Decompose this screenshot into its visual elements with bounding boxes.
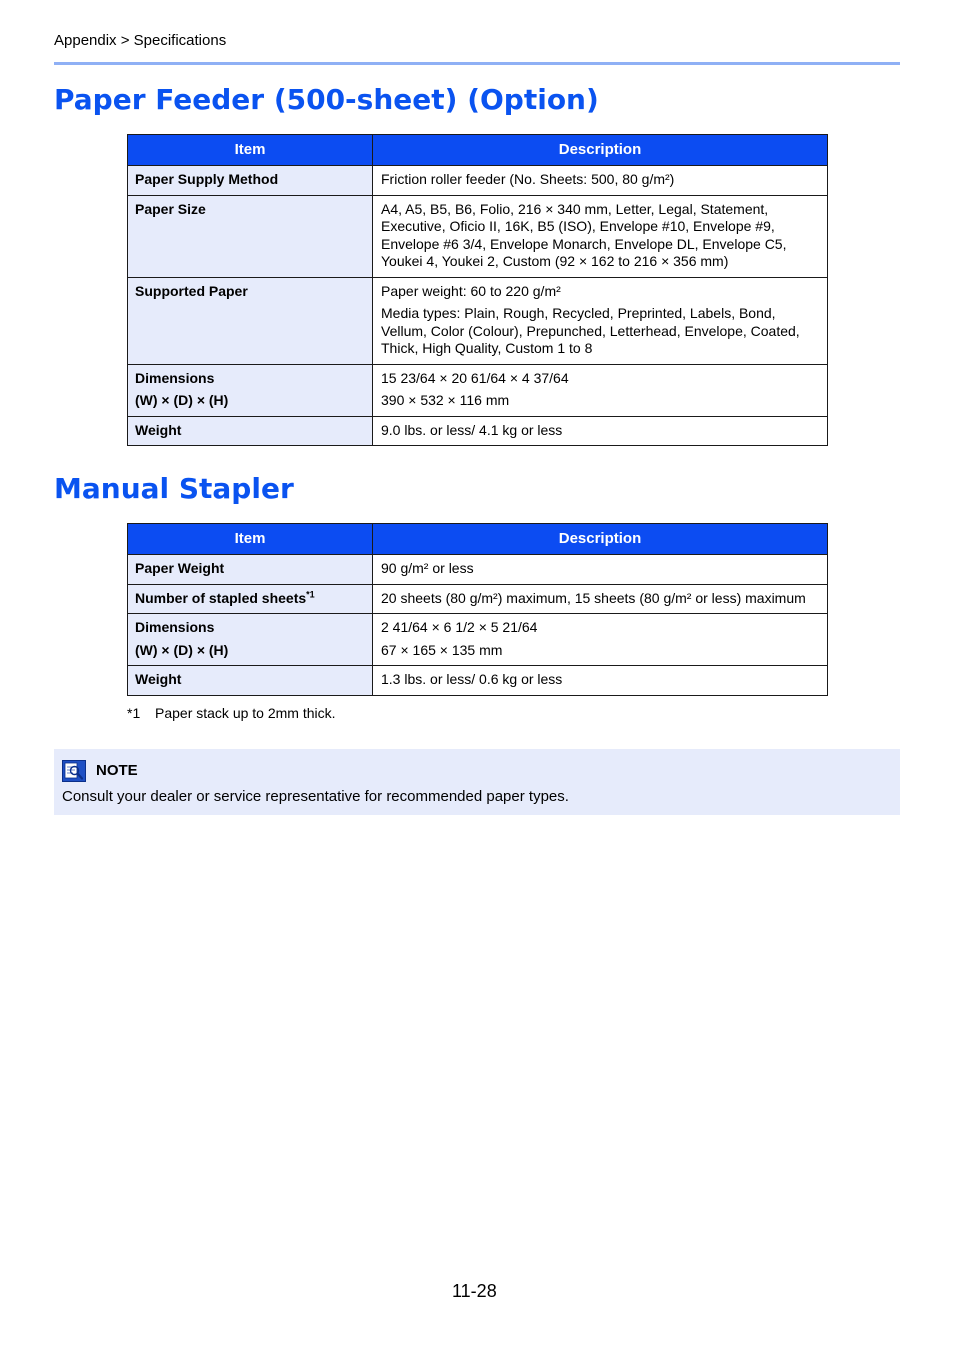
footnote — [127, 705, 336, 721]
row-item — [128, 166, 373, 196]
note-title: NOTE — [96, 762, 138, 779]
table-row — [128, 416, 828, 446]
column-header-item: Item — [128, 135, 373, 166]
table-header-row — [128, 524, 828, 555]
row-description-text: 2 41/64 × 6 1/2 × 5 21/64 — [381, 619, 538, 635]
row-description — [373, 555, 828, 585]
row-description — [373, 277, 828, 364]
row-item — [128, 416, 373, 446]
row-item-label: Dimensions — [135, 369, 215, 386]
header-divider — [54, 62, 900, 65]
table-row — [128, 277, 828, 364]
footnote-text: Paper stack up to 2mm thick. — [155, 705, 336, 721]
note-box — [54, 749, 900, 815]
row-description-text: 1.3 lbs. or less/ 0.6 kg or less — [381, 671, 563, 687]
manual-stapler-spec-table — [127, 523, 828, 696]
row-item — [128, 555, 373, 585]
row-description — [373, 614, 828, 666]
footnote-mark: *1 — [127, 705, 141, 721]
row-item-label: Weight — [135, 671, 182, 687]
row-description — [373, 166, 828, 196]
row-item-label: Paper Weight — [135, 560, 225, 576]
row-description — [373, 195, 828, 277]
row-item — [128, 666, 373, 696]
row-item-label: Paper Supply Method — [135, 171, 279, 187]
row-description-text: Media types: Plain, Rough, Recycled, Preprinted, Labels, Bond, Vellum, Color (Colour), Prepunched, Letterhead, Envelope, Coated, Thick, High Quality, Custom 1 to 8 — [381, 305, 800, 356]
row-item — [128, 364, 373, 416]
footnote-reference: *1 — [306, 588, 315, 599]
row-item-label: Paper Size — [135, 200, 206, 217]
row-description — [373, 416, 828, 446]
table-row — [128, 555, 828, 585]
column-header-item: Item — [128, 524, 373, 555]
note-text: Consult your dealer or service representative for recommended paper types. — [62, 788, 569, 805]
table-row — [128, 584, 828, 614]
row-item — [128, 277, 373, 364]
row-description-text: A4, A5, B5, B6, Folio, 216 × 340 mm, Letter, Legal, Statement, Executive, Oficio II, 16K, B5 (ISO), Envelope #10, Envelope #9, Envelope #6 3/4, Envelope Monarch, Envelope DL, Envelope C5, Youkei 4, Youkei 2, Custom (92 × 162 to 216 × 356 mm) — [381, 200, 787, 269]
section-title-manual-stapler: Manual Stapler — [54, 472, 294, 505]
page-number: 11-28 — [452, 1281, 497, 1301]
row-item-label: Dimensions — [135, 619, 215, 635]
row-description-text: 20 sheets (80 g/m²) maximum, 15 sheets (80 g/m² or less) maximum — [381, 589, 806, 606]
row-item-sublabel: (W) × (D) × (H) — [135, 392, 229, 408]
row-description-text: 67 × 165 × 135 mm — [381, 641, 503, 658]
row-description-text: 90 g/m² or less — [381, 560, 474, 576]
row-description-text: Paper weight: 60 to 220 g/m² — [381, 282, 561, 299]
row-description — [373, 584, 828, 614]
row-description — [373, 364, 828, 416]
row-item-sublabel: (W) × (D) × (H) — [135, 641, 229, 658]
table-row — [128, 195, 828, 277]
row-description — [373, 666, 828, 696]
breadcrumb: Appendix > Specifications — [54, 32, 227, 49]
table-row — [128, 666, 828, 696]
column-header-description: Description — [373, 524, 828, 555]
table-row — [128, 364, 828, 416]
table-row — [128, 166, 828, 196]
row-description-text: 390 × 532 × 116 mm — [381, 392, 510, 408]
table-row — [128, 614, 828, 666]
row-item-label: Number of stapled sheets — [135, 589, 307, 606]
paper-feeder-spec-table — [127, 134, 828, 446]
table-header-row — [128, 135, 828, 166]
column-header-description: Description — [373, 135, 828, 166]
row-item-label: Supported Paper — [135, 282, 248, 299]
row-description-text: Friction roller feeder (No. Sheets: 500, 80 g/m²) — [381, 171, 675, 187]
section-title-paper-feeder: Paper Feeder (500-sheet) (Option) — [54, 83, 599, 116]
row-item — [128, 614, 373, 666]
row-description-text: 9.0 lbs. or less/ 4.1 kg or less — [381, 421, 563, 438]
row-description-text: 15 23/64 × 20 61/64 × 4 37/64 — [381, 369, 569, 386]
note-pencil-icon — [62, 760, 86, 782]
row-item — [128, 584, 373, 614]
row-item-label: Weight — [135, 421, 182, 438]
row-item — [128, 195, 373, 277]
